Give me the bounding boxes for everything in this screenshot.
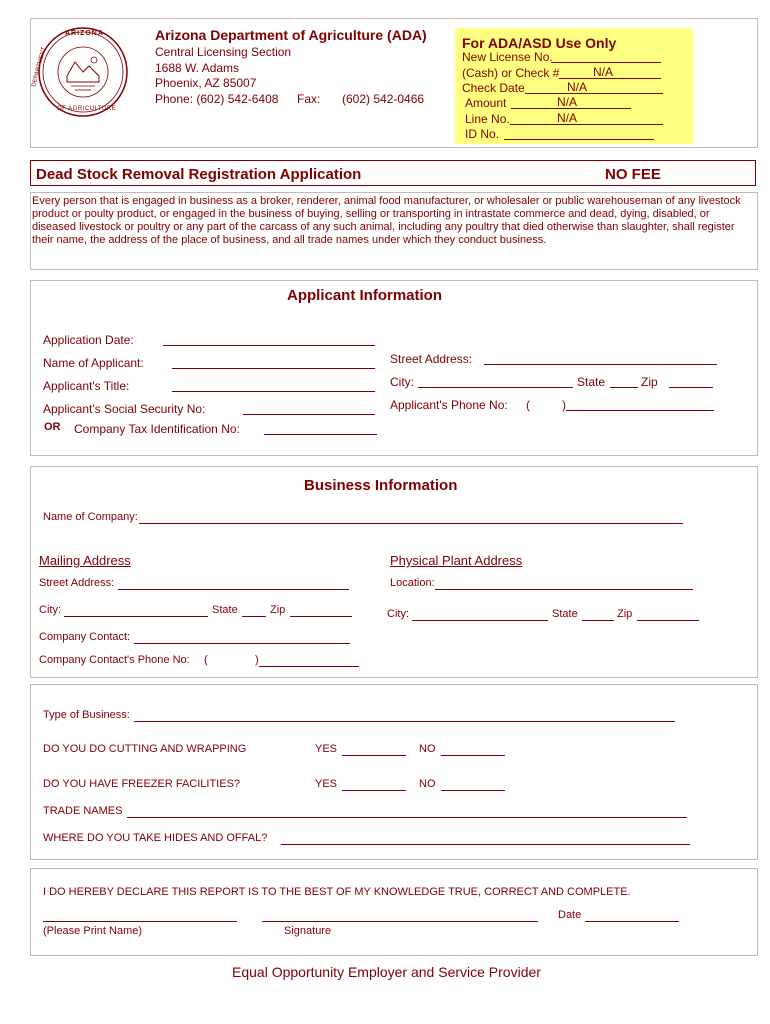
applicant-street-label: Street Address: <box>390 352 473 366</box>
physical-zip-field[interactable] <box>637 608 699 621</box>
freezer-yes-field[interactable] <box>342 778 406 791</box>
contact-phone-label: Company Contact's Phone No: <box>39 654 190 666</box>
date-label: Date <box>558 909 582 921</box>
signature-label: Signature <box>284 925 332 937</box>
applicant-state-label: State <box>577 375 606 389</box>
fax-number: (602) 542-0466 <box>342 92 425 106</box>
form-title: Dead Stock Removal Registration Application <box>36 166 362 183</box>
cutting-yes-label: YES <box>315 743 338 755</box>
new-license-field[interactable] <box>551 50 661 63</box>
applicant-city-label: City: <box>390 375 414 389</box>
mailing-city-label: City: <box>39 604 61 616</box>
fee-label: NO FEE <box>605 166 661 183</box>
physical-location-label: Location: <box>390 577 435 589</box>
applicant-name-field[interactable] <box>172 356 375 369</box>
ada-seal <box>31 26 129 118</box>
applicant-street-field[interactable] <box>484 352 717 365</box>
cutting-yes-field[interactable] <box>342 743 406 756</box>
line-no-value: N/A <box>557 111 578 125</box>
mailing-state-label: State <box>212 604 238 616</box>
id-no-field[interactable] <box>504 127 654 140</box>
footer-text: Equal Opportunity Employer and Service Provider <box>232 964 541 980</box>
business-heading: Business Information <box>304 477 458 494</box>
address-line1: 1688 W. Adams <box>155 61 240 75</box>
applicant-city-field[interactable] <box>418 375 573 388</box>
physical-city-field[interactable] <box>412 608 548 621</box>
address-line2: Phoenix, AZ 85007 <box>155 76 257 90</box>
declaration-text: I DO HEREBY DECLARE THIS REPORT IS TO THE BEST OF MY KNOWLEDGE TRUE, CORRECT AND COMPLETE. <box>43 886 631 898</box>
amount-label: Amount <box>465 96 507 110</box>
ssn-field[interactable] <box>243 402 375 415</box>
applicant-phone-field[interactable] <box>566 398 714 411</box>
or-label: OR <box>44 421 61 433</box>
business-type-label: Type of Business: <box>43 709 130 721</box>
amount-value: N/A <box>557 95 578 109</box>
mailing-street-field[interactable] <box>118 577 349 590</box>
cutting-no-label: NO <box>419 743 436 755</box>
company-name-field[interactable] <box>139 511 683 524</box>
applicant-zip-field[interactable] <box>669 375 713 388</box>
cutting-question: DO YOU DO CUTTING AND WRAPPING <box>43 743 247 755</box>
check-date-label: Check Date <box>462 81 525 95</box>
physical-state-field[interactable] <box>582 608 614 621</box>
mailing-street-label: Street Address: <box>39 577 115 589</box>
print-name-field[interactable] <box>43 909 237 922</box>
id-no-label: ID No. <box>465 127 500 141</box>
physical-city-label: City: <box>387 608 409 620</box>
company-name-label: Name of Company: <box>43 511 138 523</box>
intro-text: Every person that is engaged in business as a broker, renderer, animal food manufacturer, or wholesaler or public warehouseman of any livestock product or poulty product, or engaged in the business of buying, selling or transporting in intrastate commerce and dead, dying, disabled, or diseased livestock or poultry or any part of the carcass of any such animal, including any poultry that died otherwise than slaughter, shall register their name, the address of the place of business, and all trade names under which they conduct business. <box>32 195 741 246</box>
mailing-zip-field[interactable] <box>290 604 352 617</box>
signature-field[interactable] <box>262 909 538 922</box>
applicant-phone-label: Applicant's Phone No: <box>390 398 508 412</box>
print-name-label: (Please Print Name) <box>43 925 143 937</box>
physical-location-field[interactable] <box>435 577 693 590</box>
trade-names-field[interactable] <box>127 805 687 818</box>
applicant-name-label: Name of Applicant: <box>43 356 144 370</box>
contact-phone-close: ) <box>255 654 259 666</box>
mailing-address-heading: Mailing Address <box>39 553 131 568</box>
section-name: Central Licensing Section <box>155 45 292 59</box>
office-use-title: For ADA/ASD Use Only <box>462 35 617 51</box>
hides-field[interactable] <box>281 832 690 845</box>
seal-top-text: ARIZONA <box>65 30 104 37</box>
applicant-phone-close: ) <box>562 398 566 412</box>
physical-state-label: State <box>552 608 578 620</box>
applicant-heading: Applicant Information <box>287 287 442 304</box>
check-date-value: N/A <box>567 80 588 94</box>
contact-phone-field[interactable] <box>259 654 359 667</box>
seal-bottom-text: OF AGRICULTURE <box>57 106 117 112</box>
company-contact-field[interactable] <box>134 631 350 644</box>
cash-check-label: (Cash) or Check # <box>462 66 560 80</box>
business-section <box>30 466 758 678</box>
phone-line: Phone: (602) 542-6408 <box>155 92 279 106</box>
date-field[interactable] <box>585 909 679 922</box>
tax-id-label: Company Tax Identification No: <box>74 422 240 436</box>
freezer-no-field[interactable] <box>441 778 505 791</box>
cash-check-value: N/A <box>593 65 614 79</box>
application-date-field[interactable] <box>163 333 375 346</box>
hides-question: WHERE DO YOU TAKE HIDES AND OFFAL? <box>43 832 268 844</box>
ssn-label: Applicant's Social Security No: <box>43 402 206 416</box>
check-date-field[interactable] <box>525 81 663 94</box>
physical-address-heading: Physical Plant Address <box>390 553 523 568</box>
line-no-field[interactable] <box>510 112 663 125</box>
contact-phone-open: ( <box>204 654 208 666</box>
trade-names-label: TRADE NAMES <box>43 805 123 817</box>
agency-name: Arizona Department of Agriculture (ADA) <box>155 27 427 43</box>
office-use-box <box>455 28 693 144</box>
mailing-zip-label: Zip <box>270 604 286 616</box>
applicant-state-field[interactable] <box>610 375 638 388</box>
applicant-title-field[interactable] <box>172 379 375 392</box>
tax-id-field[interactable] <box>264 422 377 435</box>
cutting-no-field[interactable] <box>441 743 505 756</box>
line-no-label: Line No. <box>465 112 510 126</box>
applicant-title-label: Applicant's Title: <box>43 379 130 393</box>
new-license-label: New License No. <box>462 50 553 64</box>
business-type-field[interactable] <box>134 709 675 722</box>
mailing-state-field[interactable] <box>242 604 266 617</box>
application-date-label: Application Date: <box>43 333 134 347</box>
freezer-question: DO YOU HAVE FREEZER FACILITIES? <box>43 778 241 790</box>
applicant-zip-label: Zip <box>641 375 658 389</box>
freezer-yes-label: YES <box>315 778 338 790</box>
freezer-no-label: NO <box>419 778 436 790</box>
physical-zip-label: Zip <box>617 608 633 620</box>
fax-label: Fax: <box>297 92 321 106</box>
seal-left-text: DEPARTMENT <box>31 46 48 88</box>
mailing-city-field[interactable] <box>64 604 208 617</box>
company-contact-label: Company Contact: <box>39 631 131 643</box>
applicant-phone-open: ( <box>526 398 530 412</box>
